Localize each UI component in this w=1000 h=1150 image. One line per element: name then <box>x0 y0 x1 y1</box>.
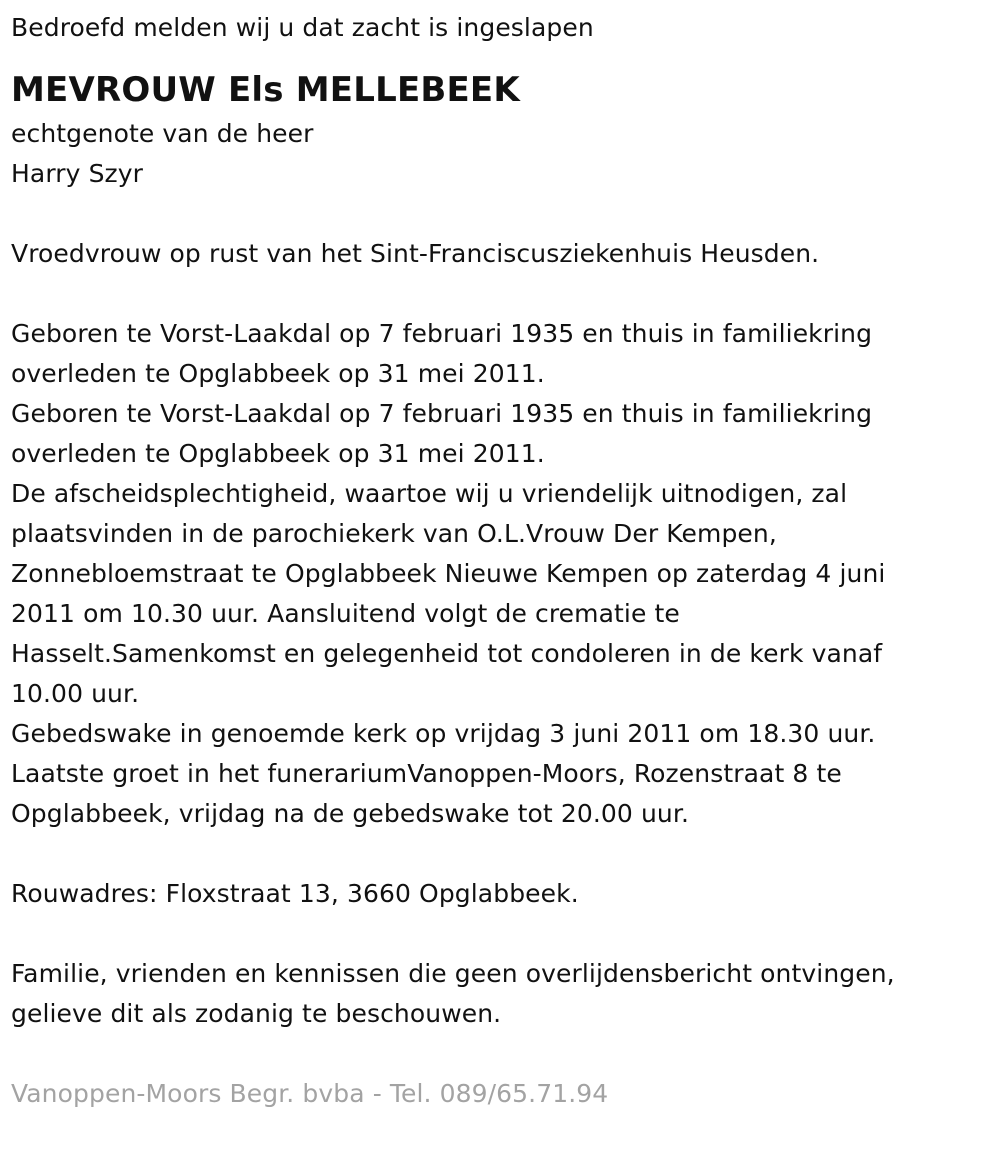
family-note-line: gelieve dit als zodanig te beschouwen. <box>11 999 502 1028</box>
details-line: overleden te Opglabbeek op 31 mei 2011. <box>11 359 545 388</box>
details-line: 2011 om 10.30 uur. Aansluitend volgt de crematie te <box>11 599 680 628</box>
deceased-name: MEVROUW Els MELLEBEEK <box>11 70 520 110</box>
details-line: 10.00 uur. <box>11 679 140 708</box>
funeral-home-footer: Vanoppen-Moors Begr. bvba - Tel. 089/65.71.94 <box>11 1079 609 1108</box>
details-line: Opglabbeek, vrijdag na de gebedswake tot 20.00 uur. <box>11 799 689 828</box>
details-line: Geboren te Vorst-Laakdal op 7 februari 1935 en thuis in familiekring <box>11 399 873 428</box>
spacer <box>11 1034 990 1074</box>
details-line: De afscheidsplechtigheid, waartoe wij u vriendelijk uitnodigen, zal <box>11 479 848 508</box>
spacer <box>11 914 990 954</box>
occupation-text: Vroedvrouw op rust van het Sint-Franciscusziekenhuis Heusden. <box>11 239 820 268</box>
mourning-address: Rouwadres: Floxstraat 13, 3660 Opglabbeek. <box>11 879 579 908</box>
spacer <box>11 274 990 314</box>
details-line: Zonnebloemstraat te Opglabbeek Nieuwe Kempen op zaterdag 4 juni <box>11 559 886 588</box>
details-line: plaatsvinden in de parochiekerk van O.L.Vrouw Der Kempen, <box>11 519 777 548</box>
spacer <box>11 834 990 874</box>
details-line: Laatste groet in het funerariumVanoppen-Moors, Rozenstraat 8 te <box>11 759 842 788</box>
details-line: overleden te Opglabbeek op 31 mei 2011. <box>11 439 545 468</box>
spouse-line: echtgenote van de heer <box>11 119 314 148</box>
intro-text: Bedroefd melden wij u dat zacht is ingeslapen <box>11 13 594 42</box>
spacer <box>11 194 990 234</box>
family-note-line: Familie, vrienden en kennissen die geen overlijdensbericht ontvingen, <box>11 959 895 988</box>
details-line: Hasselt.Samenkomst en gelegenheid tot condoleren in de kerk vanaf <box>11 639 883 668</box>
details-block <box>11 314 990 834</box>
spouse-name: Harry Szyr <box>11 159 144 188</box>
details-line: Geboren te Vorst-Laakdal op 7 februari 1935 en thuis in familiekring <box>11 319 873 348</box>
details-line: Gebedswake in genoemde kerk op vrijdag 3 juni 2011 om 18.30 uur. <box>11 719 876 748</box>
